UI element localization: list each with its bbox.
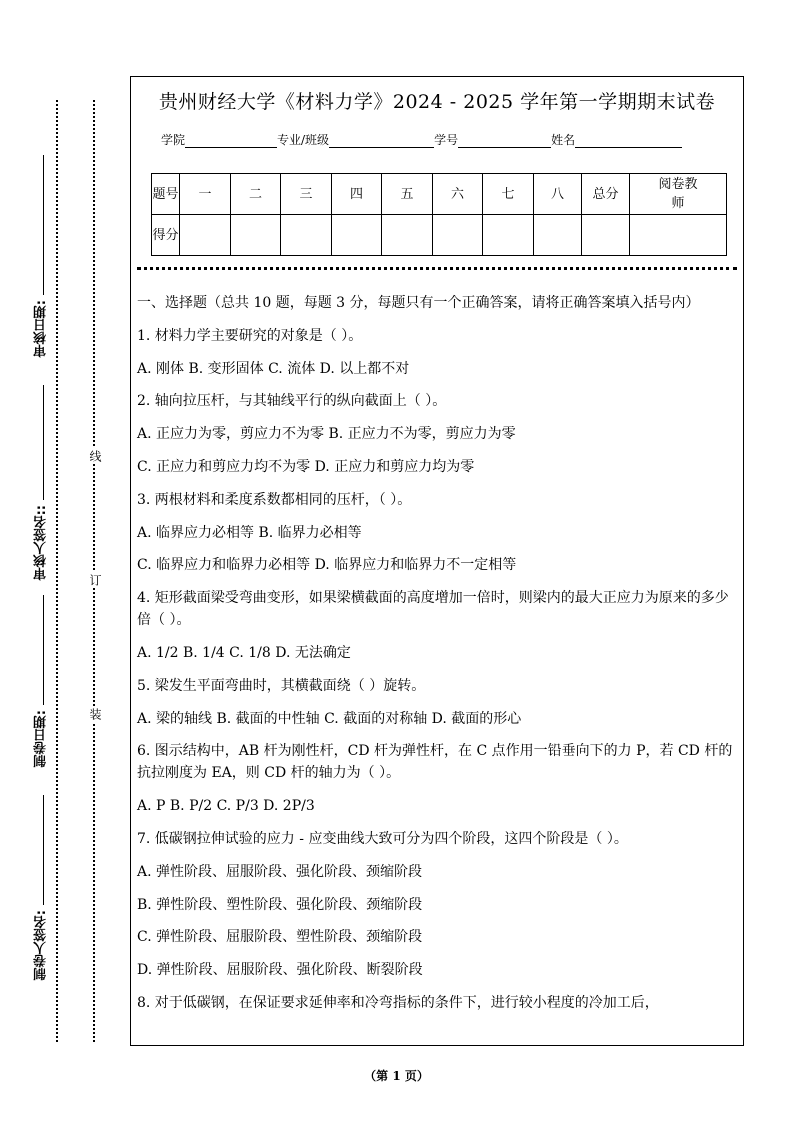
- score-cell[interactable]: [382, 215, 433, 256]
- score-table-score-row: [152, 215, 727, 256]
- question-line: A. 临界应力必相等 B. 临界力必相等: [137, 524, 362, 541]
- question-line: B. 弹性阶段、塑性阶段、强化阶段、颈缩阶段: [137, 896, 423, 913]
- score-cell[interactable]: [180, 215, 231, 256]
- question-line: 8. 对于低碳钢，在保证要求延伸率和冷弯指标的条件下，进行较小程度的冷加工后，: [137, 994, 659, 1011]
- row-label-question-number: 题号: [152, 174, 180, 215]
- section-heading: 一、选择题（总共 10 题，每题 3 分，每题只有一个正确答案，请将正确答案填入括号内）: [137, 295, 700, 311]
- question-line: C. 正应力和剪应力均不为零 D. 正应力和剪应力均为零: [137, 458, 475, 475]
- score-cell-total[interactable]: [582, 215, 630, 256]
- question-line: A. 刚体 B. 变形固体 C. 流体 D. 以上都不对: [137, 360, 410, 377]
- exam-frame: [130, 76, 744, 1046]
- header-cell: 八: [534, 174, 582, 215]
- header-cell: 二: [231, 174, 281, 215]
- score-cell[interactable]: [332, 215, 382, 256]
- question-line: C. 临界应力和临界力必相等 D. 临界应力和临界力不一定相等: [137, 557, 517, 574]
- score-cell-grader[interactable]: [630, 215, 727, 256]
- maker-sign-label: 制卷人签名:: [34, 910, 49, 981]
- question-line: 6. 图示结构中，AB 杆为刚性杆，CD 杆为弹性杆，在 C 点作用一铅垂向下的力 P，若 CD 杆的抗拉刚度为 EA，则 CD 杆的轴力为（ ）。: [137, 743, 733, 782]
- question-line: 4. 矩形截面梁受弯曲变形，如果梁横截面的高度增加一倍时，则梁内的最大正应力为原来的多少倍（ ）。: [137, 590, 729, 629]
- maker-signature-line: [43, 795, 44, 905]
- question-line: 3. 两根材料和柔度系数都相同的压杆，（ ）。: [137, 491, 412, 508]
- make-date-label: 制卷日期:: [34, 710, 49, 768]
- header-cell: 六: [433, 174, 483, 215]
- dotted-separator: [137, 267, 737, 270]
- binding-dotted-line-inner: [93, 100, 95, 1042]
- review-date-label: 审核日期:: [34, 300, 49, 358]
- question-section: [137, 292, 740, 1025]
- score-table-header-row: [152, 174, 727, 215]
- header-cell: 三: [281, 174, 332, 215]
- binding-word-line: 线: [88, 450, 102, 462]
- header-cell: 七: [483, 174, 534, 215]
- binding-word-install: 装: [88, 708, 102, 720]
- student-id-label: 学号: [434, 133, 459, 147]
- question-line: A. 正应力为零，剪应力不为零 B. 正应力不为零，剪应力为零: [137, 426, 516, 443]
- question-line: A. 梁的轴线 B. 截面的中性轴 C. 截面的对称轴 D. 截面的形心: [137, 710, 522, 727]
- student-info-row: [161, 131, 682, 148]
- score-table: [151, 173, 727, 256]
- college-blank[interactable]: [185, 134, 277, 148]
- header-cell: 一: [180, 174, 231, 215]
- exam-title: 贵州财经大学《材料力学》2024 - 2025 学年第一学期期末试卷: [158, 91, 716, 113]
- binding-word-bind: 订: [88, 574, 102, 586]
- question-line: D. 弹性阶段、屈服阶段、强化阶段、断裂阶段: [137, 962, 423, 979]
- page-number: （第 1 页）: [364, 1069, 429, 1083]
- college-label: 学院: [161, 133, 186, 147]
- question-line: A. 1/2 B. 1/4 C. 1/8 D. 无法确定: [137, 644, 351, 661]
- reviewer-signature-line: [43, 385, 44, 500]
- question-line: 5. 梁发生平面弯曲时，其横截面绕（ ）旋转。: [137, 677, 426, 694]
- student-id-blank[interactable]: [458, 134, 551, 148]
- review-date-signature-line: [43, 155, 44, 295]
- score-cell[interactable]: [534, 215, 582, 256]
- question-line: A. 弹性阶段、屈服阶段、强化阶段、颈缩阶段: [137, 863, 423, 880]
- header-cell: 五: [382, 174, 433, 215]
- header-cell-total: 总分: [582, 174, 630, 215]
- score-cell[interactable]: [433, 215, 483, 256]
- question-line: A. P B. P/2 C. P/3 D. 2P/3: [137, 798, 315, 815]
- question-line: C. 弹性阶段、屈服阶段、塑性阶段、颈缩阶段: [137, 929, 423, 946]
- binding-dotted-line-outer: [56, 100, 58, 1042]
- header-cell: 四: [332, 174, 382, 215]
- major-label: 专业/班级: [277, 133, 330, 147]
- name-label: 姓名: [551, 133, 576, 147]
- major-blank[interactable]: [329, 134, 434, 148]
- reviewer-sign-label: 审核人签名::: [34, 505, 49, 581]
- make-date-signature-line: [43, 595, 44, 705]
- score-cell[interactable]: [281, 215, 332, 256]
- name-blank[interactable]: [575, 134, 682, 148]
- score-cell[interactable]: [231, 215, 281, 256]
- row-label-score: 得分: [152, 215, 180, 256]
- question-line: 2. 轴向拉压杆，与其轴线平行的纵向截面上（ ）。: [137, 393, 447, 410]
- score-cell[interactable]: [483, 215, 534, 256]
- question-line: 1. 材料力学主要研究的对象是（ ）。: [137, 327, 363, 344]
- header-cell-grader: 阅卷教师: [630, 174, 727, 215]
- question-line: 7. 低碳钢拉伸试验的应力 - 应变曲线大致可分为四个阶段，这四个阶段是（ ）。: [137, 830, 628, 847]
